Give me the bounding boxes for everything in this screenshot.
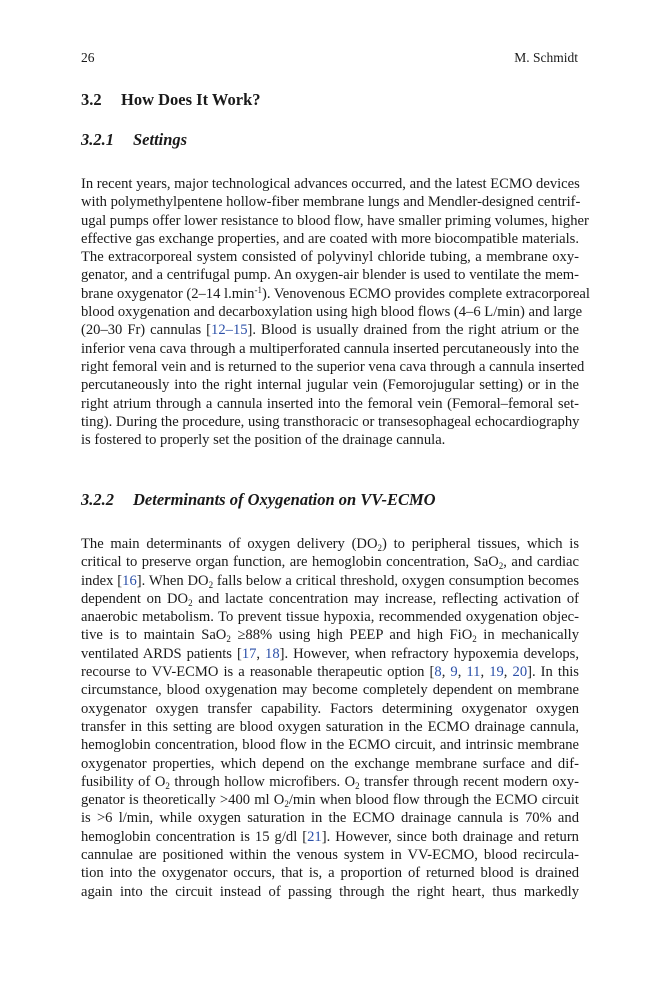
text-line: with polymethylpentene hollow-fiber membrane lungs and Mendler-designed centrif- bbox=[81, 194, 581, 211]
text-line: critical to preserve organ function, are hemoglobin concentration, SaO$_2$, and cardiac bbox=[81, 554, 579, 572]
text-line: recourse to VV-ECMO is a reasonable therapeutic option [8, 9, 11, 19, 20]. In this bbox=[81, 664, 579, 681]
text-line: right femoral vein and is returned to the superior vena cava through a cannula inserted bbox=[81, 358, 585, 375]
citation-link[interactable]: 21 bbox=[307, 828, 322, 845]
text-line: cannulae are positioned within the venous system in VV-ECMO, blood recircula- bbox=[81, 847, 579, 864]
subsection-title: Determinants of Oxygenation on VV-ECMO bbox=[133, 490, 436, 509]
running-head bbox=[81, 50, 578, 66]
section-title: How Does It Work? bbox=[121, 90, 261, 109]
text-line: The main determinants of oxygen delivery $(DO_2)$ to peripheral tissues, which is bbox=[81, 536, 580, 553]
subsection-title: Settings bbox=[133, 130, 188, 149]
subsection-number: 3.2.1 bbox=[81, 130, 114, 149]
text-line: genator, and a centrifugal pump. An oxygen-air blender is used to ventilate the mem- bbox=[81, 267, 579, 284]
subsection-number: 3.2.2 bbox=[81, 490, 114, 509]
text-line: is fostered to properly set the position of the drainage cannula. bbox=[81, 432, 446, 449]
paragraph-determinants bbox=[81, 535, 579, 901]
text-line: blood oxygenation and decarboxylation using high blood flows (4–6 L/min) and large bbox=[81, 304, 583, 321]
text-line: In recent years, major technological advances occurred, and the latest ECMO devices bbox=[81, 176, 580, 192]
page-number: 26 bbox=[81, 50, 95, 65]
section-heading bbox=[81, 90, 261, 110]
text-line: ugal pumps offer lower resistance to blood flow, have smaller priming volumes, higher bbox=[81, 212, 589, 229]
citation-link[interactable]: 17 bbox=[241, 645, 257, 662]
citation-link[interactable]: 11 bbox=[466, 664, 481, 681]
text-line: oxygenator oxygen transfer capability. Factors determining oxygenator oxygen bbox=[81, 700, 579, 717]
text-line: ting). During the procedure, using transthoracic or transesophageal echocardiography bbox=[81, 413, 580, 430]
text-line: (20–30 Fr) cannulas [12–15]. Blood is usually drained from the right atrium or the bbox=[81, 322, 579, 339]
citation-link[interactable]: 18 bbox=[265, 645, 280, 662]
author-name: M. Schmidt bbox=[514, 50, 578, 65]
text-line: The extracorporeal system consisted of polyvinyl chloride tubing, a membrane oxy- bbox=[81, 249, 579, 266]
text-line: ventilated ARDS patients [17, 18]. However, when refractory hypoxemia develops, bbox=[81, 645, 579, 662]
citation-link[interactable]: 9 bbox=[450, 664, 458, 681]
text-line: transfer in this setting are blood oxygen saturation in the ECMO drainage cannula, bbox=[81, 718, 579, 735]
section-number: 3.2 bbox=[81, 90, 102, 109]
subsection-heading-settings bbox=[81, 130, 187, 150]
text-line: anaerobic metabolism. To prevent tissue hypoxia, recommended oxygenation objec- bbox=[81, 609, 579, 626]
text-line: hemoglobin concentration is 15 g/dl [21]. However, since both drainage and return bbox=[81, 828, 579, 845]
text-line: effective gas exchange properties, and are coated with more biocompatible materials. bbox=[81, 230, 579, 247]
paragraph-settings bbox=[81, 175, 590, 449]
text-line: circumstance, blood oxygenation may become completely dependent on membrane bbox=[81, 682, 579, 699]
text-line: hemoglobin concentration, blood flow in the ECMO circuit, and intrinsic membrane bbox=[81, 737, 579, 754]
text-line: tive is to maintain SaO$_2$ ≥88% using high PEEP and high FiO$_2$ in mechanically bbox=[81, 627, 580, 645]
text-line: fusibility of $O_2$ through hollow microfibers. $O_2$ transfer through recent modern oxy- bbox=[81, 773, 579, 791]
text-line: brane oxygenator (2–14 $l.\min^{-1}$). Venovenous ECMO provides complete extracorporeal bbox=[81, 284, 590, 302]
text-line: genator is theoretically >400 ml $O_2/\min$ when blood flow through the ECMO circuit bbox=[81, 792, 579, 810]
text-line: percutaneously into the right internal jugular vein (Femorojugular setting) or in the bbox=[81, 377, 579, 394]
citation-link[interactable]: 16 bbox=[122, 572, 137, 589]
text-line: tion into the oxygenator occurs, that is, a proportion of returned blood is drained bbox=[81, 865, 579, 882]
text-line: dependent on $DO_2$ and lactate concentration may increase, reflecting activation of bbox=[81, 590, 579, 608]
text-line: is >6 l/min, while oxygen saturation in the ECMO drainage cannula is 70% and bbox=[81, 810, 579, 827]
citation-link[interactable]: 19 bbox=[489, 664, 504, 681]
text-line: oxygenator properties, which depend on the exchange membrane surface and dif- bbox=[81, 755, 579, 772]
citation-link[interactable]: 20 bbox=[512, 664, 528, 681]
text-line: index [16]. When $DO_2$ falls below a critical threshold, oxygen consumption becomes bbox=[81, 572, 579, 590]
text-line: again into the circuit instead of passing through the right heart, thus markedly bbox=[81, 883, 579, 900]
citation-link[interactable]: 8 bbox=[434, 664, 442, 681]
text-line: right atrium through a cannula inserted into the femoral vein (Femoral–femoral set- bbox=[81, 395, 579, 412]
citation-link[interactable]: 12–15 bbox=[211, 322, 248, 339]
subsection-heading-determinants bbox=[81, 490, 436, 510]
text-line: inferior vena cava through a multiperforated cannula inserted percutaneously into the bbox=[81, 340, 579, 357]
